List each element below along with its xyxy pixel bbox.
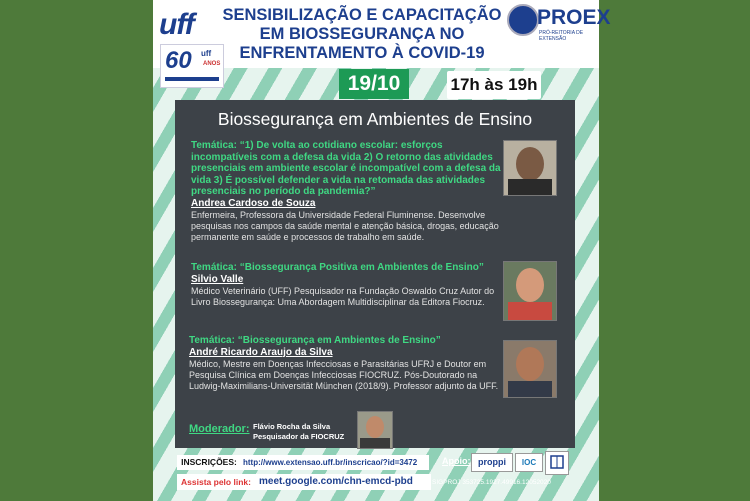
flyer-title bbox=[219, 6, 505, 63]
sixty-bar bbox=[165, 77, 219, 81]
face-shape bbox=[516, 347, 544, 381]
speaker-1 bbox=[191, 140, 501, 243]
sixty-anos-text: ANOS bbox=[203, 61, 221, 67]
event-flyer bbox=[153, 0, 611, 501]
speaker-description: Médico Veterinário (UFF) Pesquisador na Fundação Oswaldo Cruz Autor do Livro Biossegurança: Uma Abordagem Multidisciplinar da Editora Fiocruz. bbox=[191, 285, 495, 307]
moderator-photo bbox=[357, 411, 393, 449]
speaker-1-photo bbox=[503, 140, 557, 196]
face-shape bbox=[366, 416, 384, 438]
apoio-label: Apoio: bbox=[442, 456, 471, 466]
uff-logo: uff bbox=[159, 8, 194, 41]
proex-logo-text: PROEX bbox=[537, 6, 611, 29]
fiocruz-logo bbox=[545, 451, 569, 475]
panel-title: Biossegurança em Ambientes de Ensino bbox=[217, 109, 533, 129]
speaker-name: Andrea Cardoso de Souza bbox=[191, 197, 316, 209]
content-panel bbox=[175, 100, 575, 448]
sigproj-code: SIGPROJ 353725.1927.49916.12052020 bbox=[432, 479, 551, 486]
speaker-3 bbox=[189, 335, 501, 392]
sixty-uff-text: uff bbox=[201, 49, 212, 58]
event-date: 19/10 bbox=[339, 69, 409, 99]
shoulders-shape bbox=[360, 438, 390, 448]
assista-label: Assista pelo link: bbox=[177, 474, 255, 490]
moderator-role: Pesquisador da FIOCRUZ bbox=[253, 432, 345, 441]
moderator-name: Flávio Rocha da Silva bbox=[253, 422, 331, 431]
face-shape bbox=[516, 268, 544, 302]
uff-60-anos-logo bbox=[160, 44, 224, 88]
event-time: 17h às 19h bbox=[447, 71, 541, 99]
ioc-logo: IOC bbox=[515, 453, 543, 472]
meet-link[interactable]: meet.google.com/chn-emcd-pbd bbox=[255, 474, 431, 490]
moderator-info bbox=[253, 422, 344, 442]
proex-logo bbox=[507, 4, 611, 42]
title-line-2: EM BIOSSEGURANÇA NO bbox=[259, 25, 465, 43]
speaker-theme: Temática: “1) De volta ao cotidiano escolar: esforços incompatíveis com a defesa da vida 2) O retorno das atividades presenciais em ambiente escolar é incompatível com a defesa da vida 3) É possível defender a vida na retomada das atividades presenciais no período da pandemia?” bbox=[191, 140, 501, 197]
speaker-3-photo bbox=[503, 340, 557, 398]
speaker-2-photo bbox=[503, 261, 557, 321]
speaker-theme: Temática: “Biossegurança em Ambientes de Ensino” bbox=[189, 335, 441, 346]
sixty-number: 60 bbox=[165, 47, 192, 74]
moderator-label: Moderador: bbox=[189, 423, 250, 435]
speaker-description: Médico, Mestre em Doenças Infecciosas e Parasitárias UFRJ e Doutor em Pesquisa Clínica em Doenças Infecciosas FIOCRUZ. Pós-Doutorado na Ludwig-Maximilians-Universität München (2018/9). Professor adjunto da UFF. bbox=[189, 358, 499, 391]
face-shape bbox=[516, 147, 544, 181]
title-line-3: ENFRENTAMENTO À COVID-19 bbox=[239, 44, 485, 62]
proex-subtitle: PRÓ-REITORIA DE EXTENSÃO bbox=[539, 30, 584, 42]
shoulders-shape bbox=[508, 381, 552, 397]
speaker-name: André Ricardo Araujo da Silva bbox=[189, 346, 333, 358]
shoulders-shape bbox=[508, 179, 552, 195]
speaker-theme: Temática: “Biossegurança Positiva em Ambientes de Ensino” bbox=[191, 262, 484, 273]
speaker-description: Enfermeira, Professora da Universidade Federal Fluminense. Desenvolve pesquisas nos campos da saúde mental e atenção básica, drogas, educação permanente em saúde e processos de trabalho em saúde. bbox=[191, 209, 499, 242]
title-line-1: SENSIBILIZAÇÃO E CAPACITAÇÃO bbox=[222, 6, 502, 24]
inscricoes-label: INSCRIÇÕES: bbox=[177, 455, 241, 470]
proex-globe-icon bbox=[507, 4, 539, 36]
proppi-logo: proppi bbox=[471, 453, 513, 472]
shoulders-shape bbox=[508, 302, 552, 320]
speaker-2 bbox=[191, 262, 501, 308]
fiocruz-icon bbox=[546, 452, 568, 474]
speaker-name: Silvio Valle bbox=[191, 273, 244, 285]
inscricoes-link[interactable]: http://www.extensao.uff.br/inscricao/?id=3472 bbox=[239, 455, 429, 470]
